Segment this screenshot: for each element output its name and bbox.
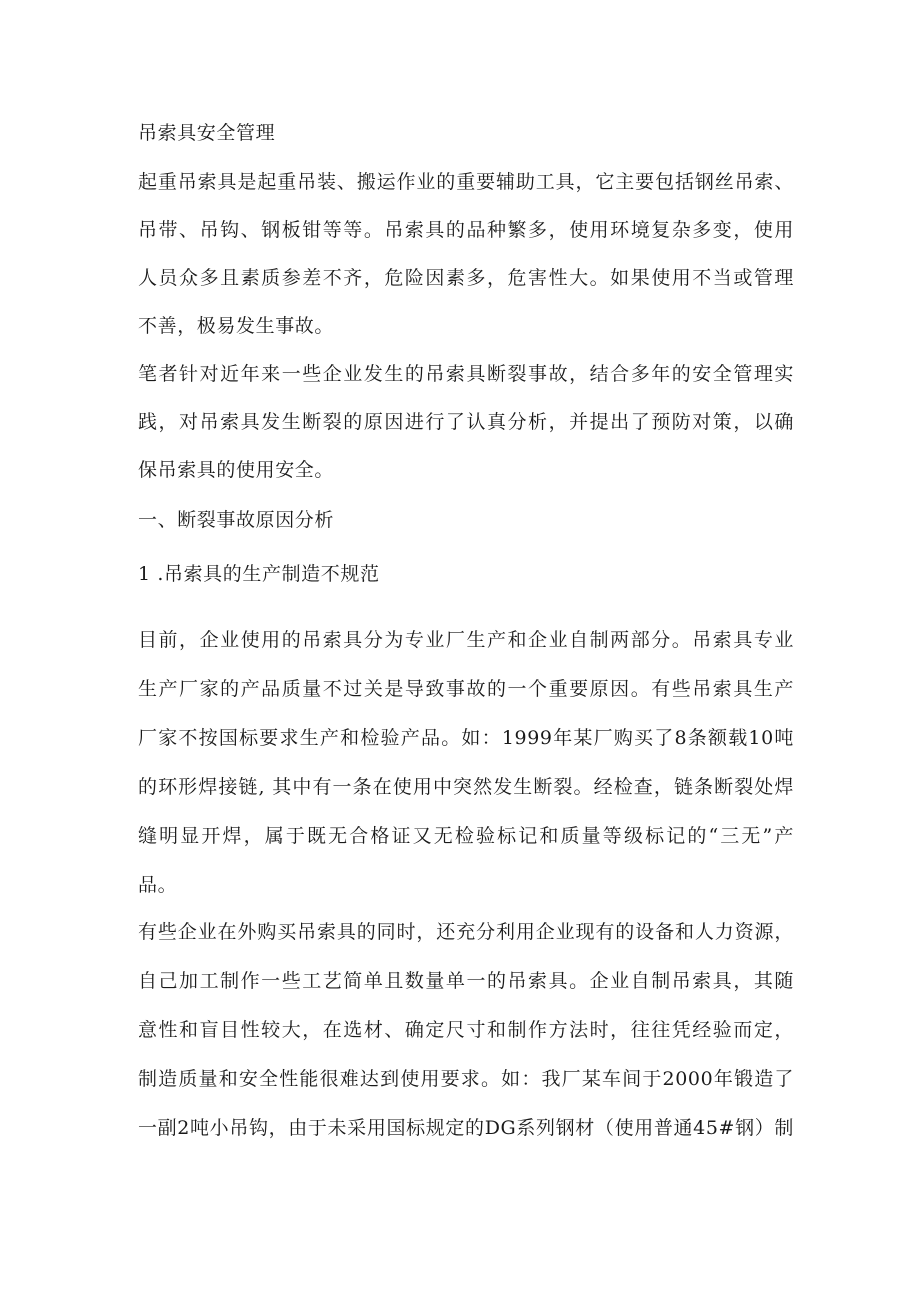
intro-paragraph-1 [138, 158, 794, 350]
text-line: 品。 [138, 874, 178, 896]
text-line: 人员众多且素质参差不齐，危险因素多，危害性大。如果使用不当或管理 [138, 267, 794, 289]
document-title-text: 吊索具安全管理 [138, 122, 276, 144]
subsection-heading-text: 1 .吊索具的生产制造不规范 [138, 563, 380, 585]
text-line: 保吊索具的使用安全。 [138, 459, 335, 481]
subsection-heading [138, 550, 794, 598]
section-heading-text: 一、断裂事故原因分析 [138, 509, 335, 531]
text-line: 一副2吨小吊钩，由于未采用国标规定的DG系列钢材（使用普通45#钢）制 [138, 1117, 794, 1139]
text-line: 生产厂家的产品质量不过关是导致事故的一个重要原因。有些吊索具生产 [138, 678, 794, 700]
text-line: 厂家不按国标要求生产和检验产品。如：1999年某厂购买了8条额载10吨 [138, 727, 794, 749]
text-line: 不善，极易发生事故。 [138, 315, 335, 337]
text-line: 自己加工制作一些工艺简单且数量单一的吊索具。企业自制吊索具，其随 [138, 970, 794, 992]
text-line: 目前，企业使用的吊索具分为专业厂生产和企业自制两部分。吊索具专业 [138, 629, 794, 651]
text-line: 笔者针对近年来一些企业发生的吊索具断裂事故，结合多年的安全管理实 [138, 363, 794, 385]
text-line: 吊带、吊钩、钢板钳等等。吊索具的品种繁多，使用环境复杂多变，使用 [138, 219, 794, 241]
intro-paragraph-2 [138, 350, 794, 494]
text-line: 有些企业在外购买吊索具的同时，还充分利用企业现有的设备和人力资源， [138, 921, 794, 943]
section-heading [138, 496, 794, 544]
text-line: 缝明显开焊，属于既无合格证又无检验标记和质量等级标记的“三无”产 [138, 825, 794, 847]
text-line: 制造质量和安全性能很难达到使用要求。如：我厂某车间于2000年锻造了 [138, 1068, 794, 1090]
document-title [138, 110, 794, 156]
text-line: 践，对吊索具发生断裂的原因进行了认真分析，并提出了预防对策，以确 [138, 411, 794, 433]
body-paragraph-1 [138, 616, 794, 910]
body-paragraph-2 [138, 908, 794, 1153]
text-line: 起重吊索具是起重吊装、搬运作业的重要辅助工具，它主要包括钢丝吊索、 [138, 171, 794, 193]
text-line: 的环形焊接链, 其中有一条在使用中突然发生断裂。经检查，链条断裂处焊 [138, 776, 794, 798]
text-line: 意性和盲目性较大，在选材、确定尺寸和制作方法时，往往凭经验而定， [138, 1019, 794, 1041]
